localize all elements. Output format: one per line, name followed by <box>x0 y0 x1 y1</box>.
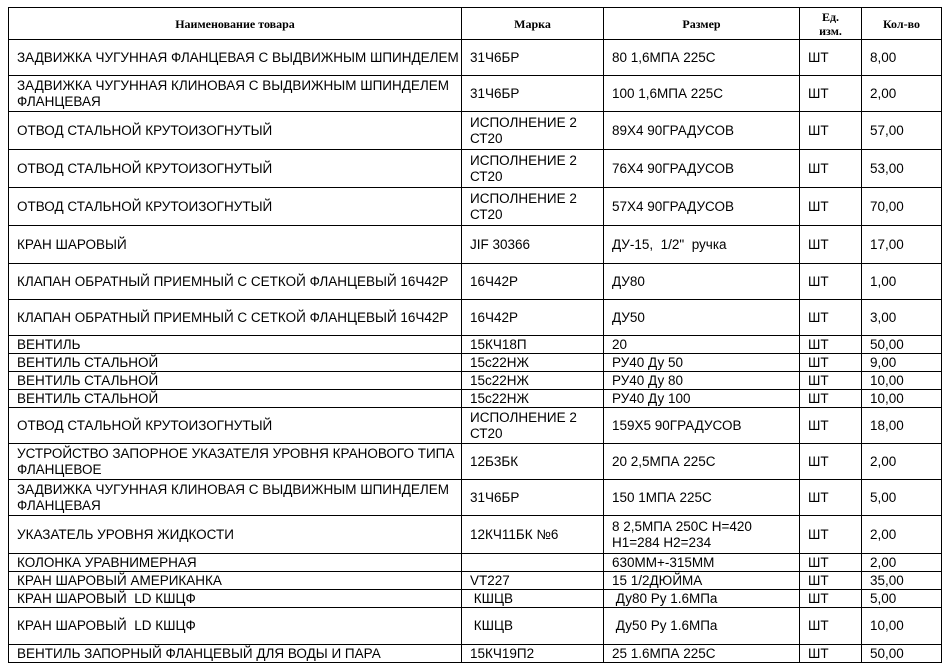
cell-mark: 31Ч6БР <box>462 76 604 112</box>
table-row <box>9 40 942 76</box>
cell-unit: ШТ <box>800 112 862 150</box>
table-row <box>9 150 942 188</box>
cell-unit: ШТ <box>800 480 862 516</box>
cell-unit: ШТ <box>800 264 862 300</box>
cell-qty: 5,00 <box>862 590 942 608</box>
cell-unit: ШТ <box>800 645 862 663</box>
cell-unit: ШТ <box>800 408 862 444</box>
cell-mark: JIF 30366 <box>462 226 604 264</box>
cell-name: ВЕНТИЛЬ СТАЛЬНОЙ <box>9 372 462 390</box>
cell-size: 89Х4 90ГРАДУСОВ <box>604 112 800 150</box>
cell-unit: ШТ <box>800 390 862 408</box>
cell-size: 150 1МПА 225С <box>604 480 800 516</box>
cell-size: 15 1/2ДЮЙМА <box>604 572 800 590</box>
cell-size: РУ40 Ду 50 <box>604 354 800 372</box>
cell-size: 80 1,6МПА 225С <box>604 40 800 76</box>
header-qty: Кол-во <box>862 8 942 40</box>
cell-qty: 3,00 <box>862 300 942 336</box>
cell-mark: ИСПОЛНЕНИЕ 2 СТ20 <box>462 112 604 150</box>
cell-qty: 50,00 <box>862 336 942 354</box>
header-name: Наименование товара <box>9 8 462 40</box>
cell-unit: ШТ <box>800 554 862 572</box>
header-unit <box>800 8 862 40</box>
table-row <box>9 188 942 226</box>
cell-qty: 17,00 <box>862 226 942 264</box>
cell-qty: 10,00 <box>862 608 942 645</box>
cell-mark: 15КЧ19П2 <box>462 645 604 663</box>
cell-name: КРАН ШАРОВЫЙ АМЕРИКАНКА <box>9 572 462 590</box>
header-mark: Марка <box>462 8 604 40</box>
cell-mark: 15КЧ18П <box>462 336 604 354</box>
cell-unit: ШТ <box>800 226 862 264</box>
cell-mark: 16Ч42Р <box>462 300 604 336</box>
table-row <box>9 572 942 590</box>
cell-unit: ШТ <box>800 516 862 554</box>
cell-name: КРАН ШАРОВЫЙ <box>9 226 462 264</box>
cell-size: 630ММ+-315ММ <box>604 554 800 572</box>
cell-qty: 50,00 <box>862 645 942 663</box>
cell-size: РУ40 Ду 100 <box>604 390 800 408</box>
cell-qty: 1,00 <box>862 264 942 300</box>
header-row <box>9 8 942 40</box>
cell-unit: ШТ <box>800 354 862 372</box>
goods-table <box>8 7 942 663</box>
cell-name: ВЕНТИЛЬ <box>9 336 462 354</box>
cell-name: КРАН ШАРОВЫЙ LD КШЦФ <box>9 590 462 608</box>
cell-unit: ШТ <box>800 572 862 590</box>
cell-mark: 15с22НЖ <box>462 390 604 408</box>
table-row <box>9 226 942 264</box>
cell-size: 100 1,6МПА 225С <box>604 76 800 112</box>
cell-name: КОЛОНКА УРАВНИМЕРНАЯ <box>9 554 462 572</box>
cell-mark: 31Ч6БР <box>462 40 604 76</box>
cell-name: ВЕНТИЛЬ ЗАПОРНЫЙ ФЛАНЦЕВЫЙ ДЛЯ ВОДЫ И ПАРА <box>9 645 462 663</box>
table-row <box>9 112 942 150</box>
table-row <box>9 590 942 608</box>
cell-mark: КШЦВ <box>462 608 604 645</box>
cell-mark: ИСПОЛНЕНИЕ 2 СТ20 <box>462 408 604 444</box>
cell-mark <box>462 554 604 572</box>
cell-name: ВЕНТИЛЬ СТАЛЬНОЙ <box>9 390 462 408</box>
cell-name: ЗАДВИЖКА ЧУГУННАЯ КЛИНОВАЯ С ВЫДВИЖНЫМ ШПИНДЕЛЕМ ФЛАНЦЕВАЯ <box>9 76 462 112</box>
cell-qty: 5,00 <box>862 480 942 516</box>
cell-qty: 35,00 <box>862 572 942 590</box>
cell-qty: 10,00 <box>862 390 942 408</box>
cell-mark: ИСПОЛНЕНИЕ 2 СТ20 <box>462 150 604 188</box>
table-row <box>9 390 942 408</box>
table-row <box>9 480 942 516</box>
cell-name: ЗАДВИЖКА ЧУГУННАЯ ФЛАНЦЕВАЯ С ВЫДВИЖНЫМ ШПИНДЕЛЕМ <box>9 40 462 76</box>
cell-qty: 2,00 <box>862 516 942 554</box>
cell-qty: 53,00 <box>862 150 942 188</box>
cell-unit: ШТ <box>800 76 862 112</box>
table-row <box>9 76 942 112</box>
cell-size: 20 <box>604 336 800 354</box>
cell-qty: 10,00 <box>862 372 942 390</box>
cell-mark: 16Ч42Р <box>462 264 604 300</box>
table-row <box>9 300 942 336</box>
cell-mark: 31Ч6БР <box>462 480 604 516</box>
cell-size: ДУ-15, 1/2" ручка <box>604 226 800 264</box>
cell-qty: 9,00 <box>862 354 942 372</box>
table-row <box>9 354 942 372</box>
table-row <box>9 608 942 645</box>
cell-name: КЛАПАН ОБРАТНЫЙ ПРИЕМНЫЙ С СЕТКОЙ ФЛАНЦЕВЫЙ 16Ч42Р <box>9 300 462 336</box>
cell-unit: ШТ <box>800 150 862 188</box>
table-row <box>9 372 942 390</box>
cell-name: ОТВОД СТАЛЬНОЙ КРУТОИЗОГНУТЫЙ <box>9 188 462 226</box>
cell-mark: 12КЧ11БК №6 <box>462 516 604 554</box>
cell-size: Ду80 Ру 1.6МПа <box>604 590 800 608</box>
cell-size: ДУ50 <box>604 300 800 336</box>
cell-mark: VT227 <box>462 572 604 590</box>
cell-unit: ШТ <box>800 590 862 608</box>
cell-qty: 2,00 <box>862 444 942 480</box>
table-row <box>9 516 942 554</box>
cell-name: ОТВОД СТАЛЬНОЙ КРУТОИЗОГНУТЫЙ <box>9 112 462 150</box>
header-size: Размер <box>604 8 800 40</box>
cell-name: ОТВОД СТАЛЬНОЙ КРУТОИЗОГНУТЫЙ <box>9 150 462 188</box>
cell-size: Ду50 Ру 1.6МПа <box>604 608 800 645</box>
cell-unit: ШТ <box>800 608 862 645</box>
table-row <box>9 408 942 444</box>
cell-size: 57Х4 90ГРАДУСОВ <box>604 188 800 226</box>
cell-size: РУ40 Ду 80 <box>604 372 800 390</box>
cell-unit: ШТ <box>800 444 862 480</box>
cell-name: УКАЗАТЕЛЬ УРОВНЯ ЖИДКОСТИ <box>9 516 462 554</box>
cell-mark: ИСПОЛНЕНИЕ 2 СТ20 <box>462 188 604 226</box>
cell-qty: 70,00 <box>862 188 942 226</box>
cell-unit: ШТ <box>800 372 862 390</box>
cell-name: КЛАПАН ОБРАТНЫЙ ПРИЕМНЫЙ С СЕТКОЙ ФЛАНЦЕВЫЙ 16Ч42Р <box>9 264 462 300</box>
table-row <box>9 554 942 572</box>
cell-mark: КШЦВ <box>462 590 604 608</box>
header-unit-line2: изм. <box>819 23 842 38</box>
cell-qty: 57,00 <box>862 112 942 150</box>
table-row <box>9 336 942 354</box>
cell-mark: 12Б3БК <box>462 444 604 480</box>
cell-name: ЗАДВИЖКА ЧУГУННАЯ КЛИНОВАЯ С ВЫДВИЖНЫМ ШПИНДЕЛЕМ ФЛАНЦЕВАЯ <box>9 480 462 516</box>
cell-unit: ШТ <box>800 336 862 354</box>
cell-size: 159Х5 90ГРАДУСОВ <box>604 408 800 444</box>
cell-name: ВЕНТИЛЬ СТАЛЬНОЙ <box>9 354 462 372</box>
table-row <box>9 264 942 300</box>
cell-unit: ШТ <box>800 188 862 226</box>
cell-qty: 2,00 <box>862 554 942 572</box>
cell-size: 20 2,5МПА 225С <box>604 444 800 480</box>
cell-name: ОТВОД СТАЛЬНОЙ КРУТОИЗОГНУТЫЙ <box>9 408 462 444</box>
cell-size: 76Х4 90ГРАДУСОВ <box>604 150 800 188</box>
cell-unit: ШТ <box>800 300 862 336</box>
cell-qty: 8,00 <box>862 40 942 76</box>
cell-qty: 2,00 <box>862 76 942 112</box>
cell-name: УСТРОЙСТВО ЗАПОРНОЕ УКАЗАТЕЛЯ УРОВНЯ КРАНОВОГО ТИПА ФЛАНЦЕВОЕ <box>9 444 462 480</box>
table-row <box>9 444 942 480</box>
cell-size: 8 2,5МПА 250С Н=420 Н1=284 Н2=234 <box>604 516 800 554</box>
cell-mark: 15с22НЖ <box>462 354 604 372</box>
cell-size: ДУ80 <box>604 264 800 300</box>
cell-unit: ШТ <box>800 40 862 76</box>
cell-name: КРАН ШАРОВЫЙ LD КШЦФ <box>9 608 462 645</box>
header-unit-line1: Ед. <box>821 9 840 24</box>
cell-mark: 15с22НЖ <box>462 372 604 390</box>
cell-qty: 18,00 <box>862 408 942 444</box>
cell-size: 25 1.6МПА 225С <box>604 645 800 663</box>
table-row <box>9 645 942 663</box>
